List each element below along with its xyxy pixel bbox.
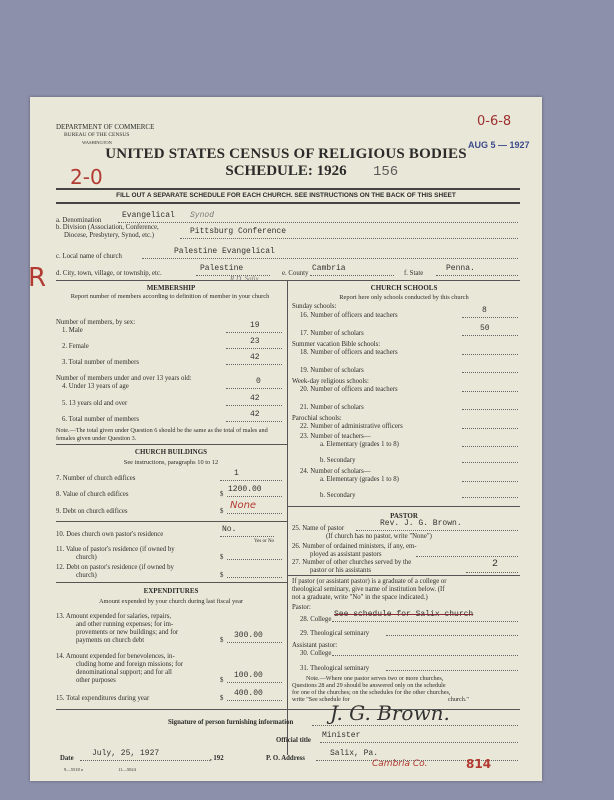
q26-label: 26. Number of ordained ministers, if any, em- bbox=[292, 543, 417, 550]
q15-dollar: $ bbox=[220, 695, 224, 702]
q14-label-2: cluding home and foreign missions; for bbox=[76, 661, 184, 668]
q24b-field[interactable] bbox=[462, 489, 518, 498]
weekday-schools-label: Week-day religious schools: bbox=[292, 378, 369, 385]
q12-label-2: church) bbox=[76, 572, 97, 579]
q17-field[interactable] bbox=[462, 327, 518, 336]
dept-name: DEPARTMENT OF COMMERCE bbox=[56, 123, 155, 131]
state-label: f. State bbox=[404, 270, 424, 277]
official-title-label: Official title bbox=[276, 737, 311, 744]
date-year-suffix: , 192 bbox=[210, 755, 224, 762]
buildings-heading: CHURCH BUILDINGS bbox=[134, 448, 208, 456]
city-name: WASHINGTON bbox=[82, 140, 112, 145]
under13-value: 0 bbox=[256, 377, 261, 386]
q15-value: 400.00 bbox=[234, 689, 263, 698]
q27-label: 27. Number of other churches served by the bbox=[292, 559, 412, 566]
pastor-heading: PASTOR bbox=[390, 512, 418, 520]
q24-label: 24. Number of scholars— bbox=[300, 468, 371, 475]
q7-field[interactable] bbox=[220, 472, 282, 481]
q22-field[interactable] bbox=[462, 420, 518, 429]
q24b-label: b. Secondary bbox=[320, 492, 356, 499]
total-members-value: 42 bbox=[250, 353, 260, 362]
divider bbox=[56, 188, 520, 190]
q13-label-2: and other running expenses; for im- bbox=[76, 621, 174, 628]
denomination-field[interactable] bbox=[118, 214, 518, 223]
county-value: Cambria bbox=[312, 264, 346, 273]
church-name-label: c. Local name of church bbox=[56, 253, 122, 260]
q23a-label: a. Elementary (grades 1 to 8) bbox=[320, 441, 399, 448]
denomination-note: Synod bbox=[190, 211, 215, 220]
county-label: e. County bbox=[282, 270, 309, 277]
q19-field[interactable] bbox=[462, 364, 518, 373]
membership-note: Note.—The total given under Question 6 should be the same as the total of males and females given under Question 3. bbox=[56, 427, 268, 442]
q10-label: 10. Does church own pastor's residence bbox=[56, 531, 164, 538]
schools-heading: CHURCH SCHOOLS bbox=[370, 284, 438, 292]
section-divider bbox=[56, 280, 520, 281]
q25-hint: (If church has no pastor, write "None") bbox=[326, 533, 432, 540]
q16-label: 16. Number of officers and teachers bbox=[300, 312, 398, 319]
q30-label: 30. College bbox=[300, 650, 332, 657]
q28-label: 28. College bbox=[300, 616, 332, 623]
city-value: Palestine bbox=[200, 264, 244, 273]
male-value: 19 bbox=[250, 321, 260, 330]
q22-label: 22. Number of administrative officers bbox=[300, 423, 403, 430]
graduate-instruction-2: theological seminary, give name of institution below. (If bbox=[292, 586, 445, 593]
q24a-label: a. Elementary (grades 1 to 8) bbox=[320, 476, 399, 483]
schedule-number: 156 bbox=[373, 164, 399, 180]
under13-label: 4. Under 13 years of age bbox=[62, 383, 129, 390]
q13-label-4: payments on church debt bbox=[76, 637, 145, 644]
q28-value: See schedule for Salix church bbox=[334, 610, 474, 619]
q23b-label: b. Secondary bbox=[320, 457, 356, 464]
division-value: Pittsburg Conference bbox=[190, 227, 287, 236]
male-label: 1. Male bbox=[62, 327, 83, 334]
q23a-field[interactable] bbox=[462, 438, 518, 447]
q23b-field[interactable] bbox=[462, 454, 518, 463]
q18-label: 18. Number of officers and teachers bbox=[300, 349, 398, 356]
q14-label: 14. Amount expended for benevolences, in- bbox=[56, 653, 175, 660]
section-divider bbox=[287, 506, 520, 507]
buildings-subheading: See instructions, paragraphs 10 to 12 bbox=[123, 459, 219, 466]
female-label: 2. Female bbox=[62, 343, 89, 350]
pastor-note-5: church." bbox=[448, 696, 469, 703]
denomination-value: Evangelical bbox=[122, 211, 175, 220]
section-divider bbox=[56, 444, 287, 445]
po-address-value: Salix, Pa. bbox=[330, 749, 379, 758]
under13-field[interactable] bbox=[226, 380, 282, 389]
q7-value: 1 bbox=[234, 469, 239, 478]
q26-field[interactable] bbox=[416, 548, 518, 557]
pastor-note-1: Note.—Where one pastor serves two or more churches, bbox=[306, 675, 444, 682]
q19-label: 19. Number of scholars bbox=[300, 367, 364, 374]
graduate-instruction-1: If pastor (or assistant pastor) is a graduate of a college or bbox=[292, 578, 447, 585]
q10-value: No. bbox=[222, 525, 237, 534]
q14-label-4: other purposes bbox=[76, 677, 116, 684]
signature-label: Signature of person furnishing information bbox=[168, 719, 294, 726]
pastor-note-3: for one of the churches; on the schedules for the other churches, bbox=[292, 689, 451, 696]
q9-dollar: $ bbox=[220, 508, 224, 515]
q26-label-2: ployed as assistant pastors bbox=[310, 551, 382, 558]
female-value: 23 bbox=[250, 337, 260, 346]
official-title-value: Minister bbox=[322, 731, 361, 740]
denomination-label: a. Denomination bbox=[56, 217, 102, 224]
q13-value: 300.00 bbox=[234, 631, 263, 640]
q23-label: 23. Number of teachers— bbox=[300, 433, 371, 440]
q13-dollar: $ bbox=[220, 637, 224, 644]
q27-label-2: pastor or his assistants bbox=[310, 567, 371, 574]
q17-value: 50 bbox=[480, 324, 490, 333]
q24a-field[interactable] bbox=[462, 473, 518, 482]
church-name-value: Palestine Evangelical bbox=[174, 247, 275, 256]
summer-schools-label: Summer vacation Bible schools: bbox=[292, 341, 381, 348]
department-header bbox=[56, 123, 154, 147]
division-label: b. Division (Association, Conference, bbox=[56, 224, 159, 231]
q29-label: 29. Theological seminary bbox=[300, 630, 370, 637]
po-address-label: P. O. Address bbox=[266, 755, 305, 762]
q20-field[interactable] bbox=[462, 383, 518, 392]
graduate-instruction-3: not a graduate, write "No" in the space indicated.) bbox=[292, 594, 428, 601]
census-schedule-sheet bbox=[30, 97, 542, 781]
schools-subheading: Report here only schools conducted by this church bbox=[339, 294, 469, 301]
q9-value: None bbox=[230, 500, 257, 511]
q8-label: 8. Value of church edifices bbox=[56, 491, 129, 498]
signature: J. G. Brown. bbox=[330, 701, 450, 725]
form-number-2: 11—5024 bbox=[118, 767, 136, 772]
age-heading: Number of members under and over 13 years old: bbox=[56, 375, 192, 382]
q13-label-3: provements or new buildings; and for bbox=[76, 629, 179, 636]
q21-field[interactable] bbox=[462, 401, 518, 410]
state-value: Penna. bbox=[446, 264, 475, 273]
city-label: d. City, town, village, or township, etc. bbox=[56, 270, 162, 277]
q31-field[interactable] bbox=[386, 662, 518, 671]
q25-label: 25. Name of pastor bbox=[292, 525, 345, 532]
q30-field[interactable] bbox=[332, 647, 518, 656]
q14-value: 100.00 bbox=[234, 671, 263, 680]
section-divider bbox=[56, 521, 287, 522]
q21-label: 21. Number of scholars bbox=[300, 404, 364, 411]
pastor-note-2: Questions 28 and 29 should be answered only on the schedule bbox=[292, 682, 446, 689]
pastor-subhead: Pastor: bbox=[292, 604, 311, 611]
membership-heading: MEMBERSHIP bbox=[146, 284, 196, 292]
q7-label: 7. Number of church edifices bbox=[56, 475, 136, 482]
date-value: July, 25, 1927 bbox=[92, 749, 160, 758]
city-note: R.D. Salix bbox=[230, 275, 259, 283]
ink-mark: 814 bbox=[466, 757, 492, 771]
q9-label: 9. Debt on church edifices bbox=[56, 508, 128, 515]
q31-label: 31. Theological seminary bbox=[300, 665, 370, 672]
pastor-note-4: write "See schedule for bbox=[292, 696, 350, 703]
members-by-sex-label: Number of members, by sex: bbox=[56, 319, 136, 326]
schedule-title: SCHEDULE: 1926 bbox=[225, 163, 347, 179]
total6-value: 42 bbox=[250, 410, 260, 419]
section-divider bbox=[56, 582, 287, 583]
division-label-2: Diocese, Presbytery, Synod, etc.) bbox=[64, 232, 154, 239]
q12-dollar: $ bbox=[220, 572, 224, 579]
date-label: Date bbox=[60, 755, 74, 762]
q29-field[interactable] bbox=[386, 627, 518, 636]
q11-dollar: $ bbox=[220, 554, 224, 561]
handwritten-code-left: 2-0 bbox=[70, 165, 103, 189]
total-members-label: 3. Total number of members bbox=[62, 359, 139, 366]
divider bbox=[56, 202, 520, 204]
q11-label-2: church) bbox=[76, 554, 97, 561]
form-number: 9—5518 a bbox=[64, 767, 83, 772]
q13-label: 13. Amount expended for salaries, repairs, bbox=[56, 613, 172, 620]
q11-label: 11. Value of pastor's residence (if owned by bbox=[56, 546, 175, 553]
sunday-schools-label: Sunday schools: bbox=[292, 303, 337, 310]
q27-value: 2 bbox=[492, 559, 499, 570]
q14-label-3: denominational support; and for all bbox=[76, 669, 172, 676]
form-title: UNITED STATES CENSUS OF RELIGIOUS BODIES bbox=[105, 146, 467, 162]
expenditures-heading: EXPENDITURES bbox=[143, 587, 199, 595]
q12-field[interactable] bbox=[227, 569, 282, 578]
po-address-note: Cambria Co. bbox=[372, 759, 428, 769]
assistant-pastor-subhead: Assistant pastor: bbox=[292, 642, 338, 649]
parochial-schools-label: Parochial schools: bbox=[292, 415, 342, 422]
q12-label: 12. Debt on pastor's residence (if owned by bbox=[56, 564, 174, 571]
expenditures-subheading: Amount expended by your church during last fiscal year bbox=[98, 598, 244, 605]
q15-label: 15. Total expenditures during year bbox=[56, 695, 150, 702]
q8-value: 1200.00 bbox=[228, 485, 262, 494]
handwritten-code-top: 0-6-8 bbox=[477, 114, 512, 129]
q18-field[interactable] bbox=[462, 346, 518, 355]
bureau-name: BUREAU OF THE CENSUS bbox=[64, 132, 130, 138]
yes-or-no-hint: Yes or No bbox=[254, 539, 275, 544]
total6-label: 6. Total number of members bbox=[62, 416, 139, 423]
q14-dollar: $ bbox=[220, 677, 224, 684]
over13-label: 5. 13 years old and over bbox=[62, 400, 128, 407]
q16-field[interactable] bbox=[462, 309, 518, 318]
q17-label: 17. Number of scholars bbox=[300, 330, 364, 337]
section-divider bbox=[287, 575, 520, 576]
q25-value: Rev. J. G. Brown. bbox=[380, 519, 462, 528]
q20-label: 20. Number of officers and teachers bbox=[300, 386, 398, 393]
date-stamp: AUG 5 — 1927 bbox=[468, 140, 530, 150]
q11-field[interactable] bbox=[227, 551, 282, 560]
over13-value: 42 bbox=[250, 394, 260, 403]
q16-value: 8 bbox=[482, 306, 487, 315]
instruction-line: FILL OUT A SEPARATE SCHEDULE FOR EACH CHURCH. SEE INSTRUCTIONS ON THE BACK OF THIS SHEET bbox=[116, 192, 456, 199]
membership-subheading: Report number of members according to definition of member in your church bbox=[70, 293, 270, 300]
q8-dollar: $ bbox=[220, 491, 224, 498]
section-divider bbox=[56, 709, 520, 710]
handwritten-r-mark: R bbox=[28, 263, 47, 293]
